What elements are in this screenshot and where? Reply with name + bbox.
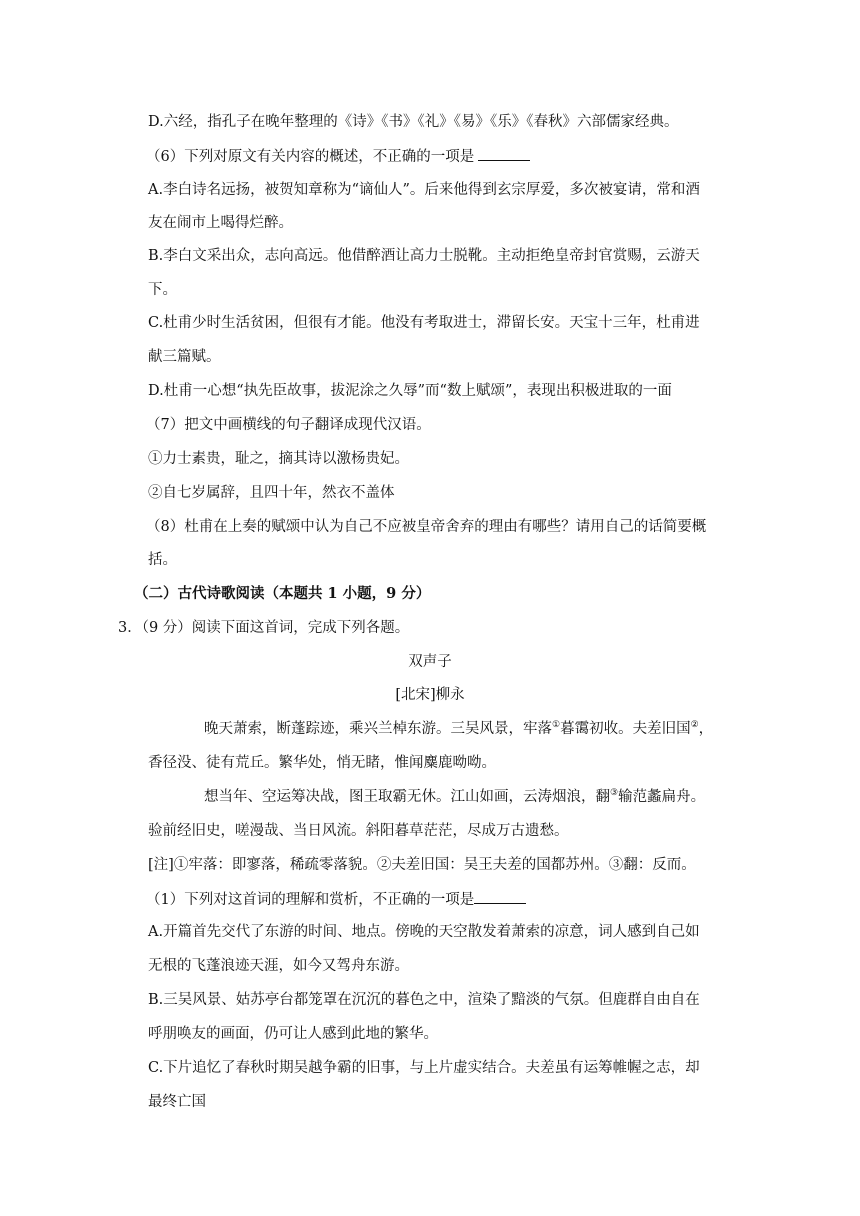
poem-line-1-part-c: ， — [698, 721, 714, 737]
sub-question-1-text: （1）下列对这首词的理解和赏析，不正确的一项是 — [146, 892, 475, 908]
s1-option-a-line2: 无根的飞蓬浪迹天涯，如今又驾舟东游。 — [148, 958, 409, 974]
poem-line-1-part-b: 暮霭初收。夫差旧国 — [560, 721, 691, 737]
poem-title: 双声子 — [408, 654, 452, 670]
question-7: （7）把文中画横线的句子翻译成现代汉语。 — [146, 417, 431, 433]
poem-line-1-part-a: 晚天萧索，断蓬踪迹，乘兴兰棹东游。三吴风景，牢落 — [204, 721, 552, 737]
question-6 — [146, 146, 530, 167]
q7-sentence-1: ①力士素贵，耻之，摘其诗以激杨贵妃。 — [148, 451, 409, 467]
q6-option-a-line1: A.李白诗名远扬，被贺知章称为“谪仙人”。后来他得到玄宗厚爱，多次被宴请，常和酒 — [148, 182, 700, 198]
section-heading: （二）古代诗歌阅读（本题共 1 小题，9 分） — [134, 585, 431, 602]
poem-line-3-part-b: 输范蠡扁舟。 — [618, 789, 706, 805]
footnote-mark-3: ③ — [610, 788, 619, 799]
s1-option-b-line2: 呼朋唤友的画面，仍可让人感到此地的繁华。 — [148, 1026, 438, 1042]
q6-option-c-line1: C.杜甫少时生活贫困，但很有才能。他没有考取进士，滞留长安。天宝十三年，杜甫进 — [148, 315, 700, 331]
footnote-mark-1: ① — [552, 720, 561, 731]
poem-line-2: 香径没、徒有荒丘。繁华处，悄无睹，惟闻麋鹿呦呦。 — [148, 755, 496, 771]
sub-question-1 — [146, 889, 526, 910]
answer-blank — [478, 146, 530, 161]
s1-option-c-line2: 最终亡国 — [148, 1094, 206, 1110]
s1-option-a-line1: A.开篇首先交代了东游的时间、地点。傍晚的天空散发着萧索的凉意，词人感到自己如 — [148, 924, 700, 940]
s1-option-b-line1: B.三吴风景、姑苏亭台都笼罩在沉沉的暮色之中，渲染了黯淡的气氛。但鹿群自由自在 — [148, 992, 700, 1008]
footnote-mark-2: ② — [690, 720, 699, 731]
poem-notes: [注]①牢落：即寥落，稀疏零落貌。②夫差旧国：吴王夫差的国都苏州。③翻：反而。 — [148, 857, 696, 873]
poem-line-3 — [204, 787, 705, 807]
poem-line-1 — [204, 719, 713, 739]
q6-option-a-line2: 友在闹市上喝得烂醉。 — [148, 215, 293, 231]
question-6-text: （6）下列对原文有关内容的概述，不正确的一项是 — [146, 149, 475, 165]
q6-option-c-line2: 献三篇赋。 — [148, 349, 221, 365]
q6-option-d-line1: D.杜甫一心想“执先臣故事，拔泥涂之久辱”而“数上赋颂”，表现出积极进取的一面 — [148, 383, 672, 399]
question-3: 3．（9 分）阅读下面这首词，完成下列各题。 — [118, 620, 410, 636]
s1-option-c-line1: C.下片追忆了春秋时期吴越争霸的旧事，与上片虚实结合。夫差虽有运筹帷幄之志，却 — [148, 1060, 700, 1076]
question-8-line1: （8）杜甫在上奏的赋颂中认为自己不应被皇帝舍弃的理由有哪些？请用自己的话简要概 — [146, 519, 707, 535]
q6-option-b-line2: 下。 — [148, 282, 177, 298]
poem-author: [北宋]柳永 — [395, 687, 465, 703]
q6-option-b-line1: B.李白文采出众，志向高远。他借醉酒让高力士脱靴。主动拒绝皇帝封官赏赐，云游天 — [148, 248, 700, 264]
q7-sentence-2: ②自七岁属辞，且四十年，然衣不盖体 — [148, 485, 395, 501]
poem-line-4: 验前经旧史，嗟漫哉、当日风流。斜阳暮草茫茫，尽成万古遗愁。 — [148, 823, 569, 839]
answer-blank — [474, 889, 526, 904]
option-d-six-classics: D.六经，指孔子在晚年整理的《诗》《书》《礼》《易》《乐》《春秋》六部儒家经典。 — [148, 114, 679, 130]
question-8-line2: 括。 — [148, 552, 177, 568]
poem-line-3-part-a: 想当年、空运筹决战，图王取霸无休。江山如画，云涛烟浪，翻 — [204, 789, 610, 805]
